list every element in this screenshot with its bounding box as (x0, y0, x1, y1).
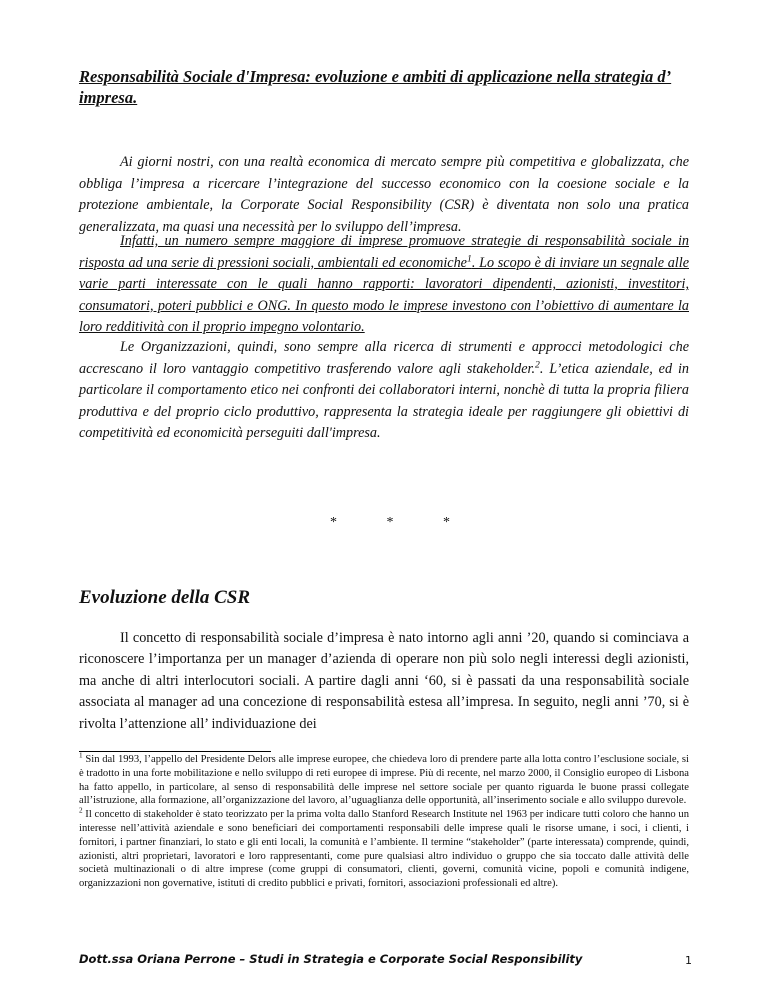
footnote-2 (79, 808, 689, 891)
footnote-divider (79, 751, 271, 752)
intro-paragraph-3 (79, 337, 689, 445)
footnote-ref-1[interactable]: 1 (466, 252, 472, 264)
section-heading: Evoluzione della CSR (79, 587, 251, 608)
page-number: 1 (685, 954, 692, 967)
footnote-1-number: 1 (79, 751, 83, 760)
intro-paragraph-1 (79, 152, 689, 238)
footnote-2-number: 2 (79, 806, 83, 815)
intro-paragraph-2-text-cont: . Lo scopo è di inviare un segnale alle varie parti interessate con le quali hanno rapporti: lavoratori dipendenti, azionisti, investitori, consumatori, poteri pubblici e ONG. In questo modo le imprese investono con l’obiettivo di aumentare la loro redditività con il proprio impegno volontario. (79, 254, 689, 335)
intro-paragraph-3-text: Le Organizzazioni, quindi, sono sempre alla ricerca di strumenti e approcci metodologici che accrescano il loro vantaggio competitivo trasferendo valore agli stakeholder. (79, 339, 689, 377)
footnote-1 (79, 753, 689, 808)
footnote-1-text: Sin dal 1993, l’appello del Presidente Delors alle imprese europee, che chiedeva loro di prendere parte alla lotta contro l’esclusione sociale, si è tradotto in una forte mobilitazione e nello sviluppo di reti europee di imprese. Più di recente, nel marzo 2000, il Consiglio europeo di Lisbona ha fatto appello, in particolare, al senso di responsabilità delle imprese nel settore sociale per quanto riguarda le buone prassi collegate all’istruzione, alla formazione, all’organizzazione del lavoro, al’uguaglianza delle opportunità, all’inserimento sociale e allo sviluppo durevole. (79, 754, 689, 807)
footnote-2-text: Il concetto di stakeholder è stato teorizzato per la prima volta dallo Stanford Research Institute nel 1963 per indicare tutti coloro che hanno un interesse nell’attività aziendale e sono beneficiari dei comportamenti responsabili delle imprese quali le risorse umane, i soci, i clienti, i fornitori, i partner finanziari, lo stato e gli enti locali, la comunità e l’ambiente. Il termine “stakeholder” (parte interessata) comprende, quindi, azionisti, altri proprietari, lavoratori e loro rappresentanti, come pure qualsiasi altro individuo o gruppo che sia toccato dalle attività delle società multinazionali o di altre imprese (come gruppi di consumatori, clienti, governi, comunità vicine, popoli e comunità indigene, organizzazioni non governative, istituti di credito pubblici e privati, fornitori, associazioni professionali ed altre). (79, 809, 689, 890)
section-paragraph: Il concetto di responsabilità sociale d’impresa è nato intorno agli anni ’20, quando si cominciava a riconoscere l’importanza per un manager d’azienda di operare non più solo negli interessi degli azionisti, ma anche di altri interlocutori sociali. A partire dagli anni ‘60, si è passati da una responsabilità sociale associata al manager ad una concezione di responsabilità estesa all’impresa. In seguito, negli anni ’70, si è rivolta l’attenzione all’ individuazione dei (79, 630, 689, 732)
separator-star: * (386, 515, 394, 530)
footnotes (79, 753, 689, 891)
intro-paragraph-2-text: Infatti, un numero sempre maggiore di imprese promuove strategie di responsabilità sociale in risposta ad una serie di pressioni sociali, ambientali ed economiche (79, 233, 689, 271)
separator-star: * (443, 515, 450, 530)
document-title: Responsabilità Sociale d'Impresa: evoluzione e ambiti di applicazione nella strategia d’ impresa. (79, 67, 672, 107)
section-separator (330, 515, 450, 531)
footnote-ref-2[interactable]: 2 (535, 358, 540, 370)
page-footer: Dott.ssa Oriana Perrone – Studi in Strategia e Corporate Social Responsibility (79, 952, 583, 966)
intro-paragraph-3-text-cont: . L’etica aziendale, ed in particolare il comportamento etico nei confronti dei collaboratori interni, nonchè di tutta la propria filiera produttiva e del proprio ciclo produttivo, rappresenta la strategia ideale per raggiungere gli obiettivi di competitività ed economicità perseguiti dall'impresa. (79, 360, 689, 441)
separator-star: * (330, 515, 337, 530)
intro-paragraph-2 (79, 231, 689, 339)
intro-paragraph-1-text: Ai giorni nostri, con una realtà economica di mercato sempre più competitiva e globalizzata, che obbliga l’impresa a ricercare l’integrazione del successo economico con la coesione sociale e la protezione ambientale, la Corporate Social Responsibility (CSR) è diventata non solo una pratica generalizzata, ma quasi una necessità per lo sviluppo dell’impresa. (79, 154, 689, 235)
